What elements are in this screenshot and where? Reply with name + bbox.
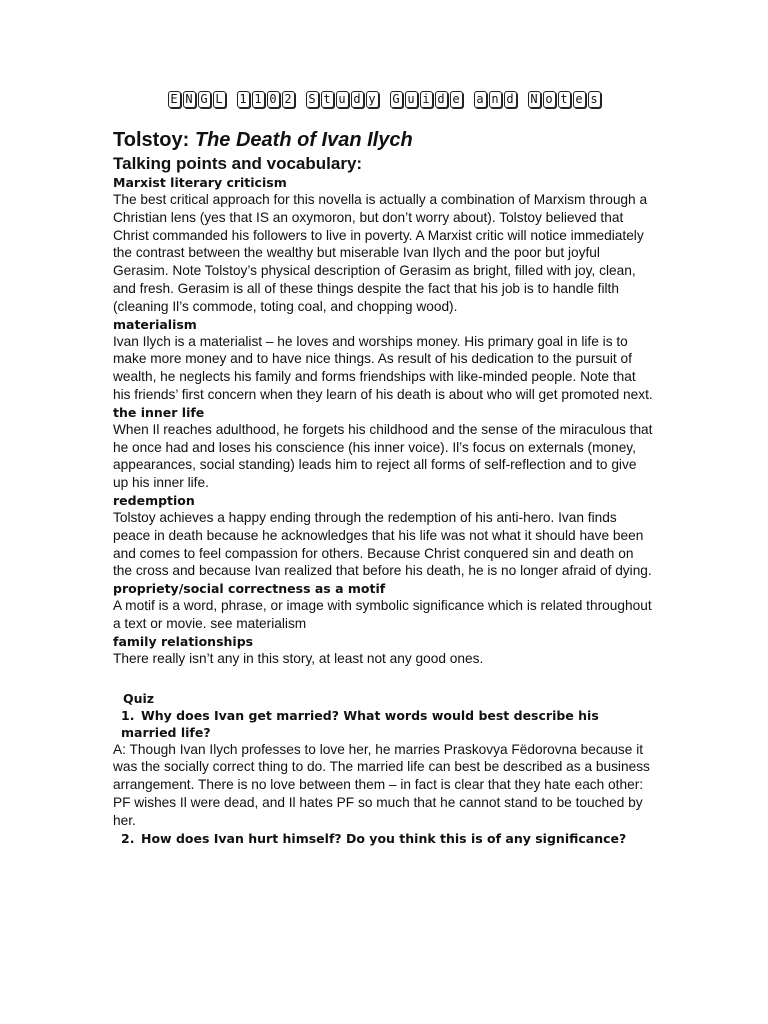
header-char-box: e	[573, 91, 586, 108]
header-char-box: n	[489, 91, 502, 108]
header-char-box: d	[351, 91, 364, 108]
title-work: The Death of Ivan Ilych	[194, 129, 413, 151]
header-char-box: 1	[252, 91, 265, 108]
term-heading: redemption	[113, 492, 195, 508]
quiz-question	[121, 830, 653, 847]
section-redemption	[113, 492, 653, 580]
section-propriety	[113, 580, 653, 633]
term-paragraph: There really isn’t any in this story, at least not any good ones.	[113, 650, 484, 666]
title-author: Tolstoy:	[113, 129, 195, 151]
document-header	[0, 90, 768, 108]
header-char-box: u	[405, 91, 418, 108]
quiz-section	[113, 690, 653, 847]
term-heading: the inner life	[113, 404, 205, 420]
term-heading: materialism	[113, 316, 197, 332]
question-text: Why does Ivan get married? What words would best describe his married life?	[121, 707, 599, 740]
quiz-question	[121, 707, 653, 741]
header-char-box: E	[168, 91, 181, 108]
term-paragraph: Tolstoy achieves a happy ending through the redemption of his anti-hero. Ivan finds peace in death because he acknowledges that his life was not what it should have been and comes to feel compassion for others. Because Christ conquered sin and death on the cross and because Ivan realized that before his death, he is no longer afraid of dying.	[113, 509, 652, 579]
header-char-box: i	[420, 91, 433, 108]
header-char-box: d	[435, 91, 448, 108]
header-char-box: t	[321, 91, 334, 108]
header-char-box: G	[390, 91, 403, 108]
term-heading: Marxist literary criticism	[113, 175, 287, 190]
header-char-box: G	[198, 91, 211, 108]
header-char-box: L	[213, 91, 226, 108]
section-marxist	[113, 174, 653, 316]
header-char-box: 0	[267, 91, 280, 108]
header-char-box: 2	[282, 91, 295, 108]
page-title	[113, 128, 653, 152]
header-char-box: t	[558, 91, 571, 108]
quiz-answer: A: Though Ivan Ilych professes to love her, he marries Praskovya Fëdorovna because it was the socially correct thing to do. The married life can best be described as a business arrangement. There is no love between them – in fact is clear that they hate each other: PF wishes Il were dead, and Il hates PF so much that he cannot stand to be touched by her.	[113, 741, 650, 828]
term-heading: family relationships	[113, 633, 254, 649]
header-char-box: N	[528, 91, 541, 108]
term-paragraph: The best critical approach for this novella is actually a combination of Marxism through a Christian lens (yes that IS an oxymoron, but don’t worry about). Tolstoy believed that Christ commanded his followers to live in poverty. A Marxist critic will notice immediately the contrast between the wealthy but miserable Ivan Ilych and the poor but joyful Gerasim. Note Tolstoy’s physical description of Gerasim as bright, filled with joy, clean, and fresh. Gerasim is all of these things despite the fact that his job is to handle filth (cleaning Il’s commode, toting coal, and chopping wood).	[113, 192, 648, 314]
header-char-box: u	[336, 91, 349, 108]
term-heading: propriety/social correctness as a motif	[113, 581, 386, 597]
question-number: 1.	[121, 707, 135, 723]
document-body	[113, 128, 653, 847]
section-inner-life	[113, 404, 653, 492]
question-text: How does Ivan hurt himself? Do you think this is of any significance?	[141, 830, 627, 846]
header-char-box: S	[306, 91, 319, 108]
quiz-heading: Quiz	[123, 690, 155, 706]
section-materialism	[113, 316, 653, 404]
term-paragraph: A motif is a word, phrase, or image with symbolic significance which is related throughout a text or movie. see materialism	[113, 598, 652, 631]
header-char-box: y	[366, 91, 379, 108]
term-paragraph: When Il reaches adulthood, he forgets his childhood and the sense of the miraculous that he once had and loses his conscience (his inner voice). Il’s focus on externals (money, appearances, social standing) leads him to reject all forms of self-reflection and to give up his inner life.	[113, 421, 653, 491]
header-char-box: d	[504, 91, 517, 108]
section-family	[113, 633, 653, 668]
header-char-box: o	[543, 91, 556, 108]
header-char-box: 1	[237, 91, 250, 108]
header-title	[167, 90, 602, 108]
header-char-box: N	[183, 91, 196, 108]
header-char-box: e	[450, 91, 463, 108]
section-subtitle: Talking points and vocabulary:	[113, 154, 363, 173]
question-number: 2.	[121, 830, 135, 846]
header-char-box: s	[588, 91, 601, 108]
term-paragraph: Ivan Ilych is a materialist – he loves and worships money. His primary goal in life is to make more money and to have nice things. As result of his dedication to the pursuit of wealth, he neglects his family and forms friendships with like-minded people. Note that his friends’ first concern when they learn of his death is about who will get promoted next.	[113, 333, 653, 402]
header-char-box: a	[474, 91, 487, 108]
